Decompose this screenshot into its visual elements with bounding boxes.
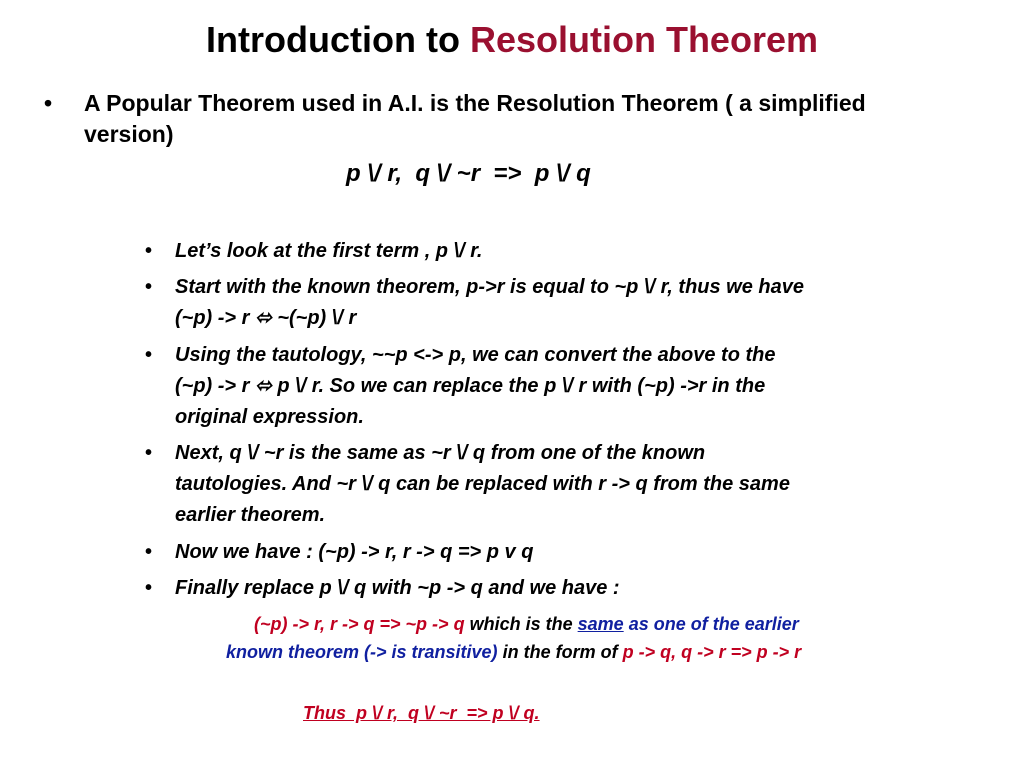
bullet-icon: • bbox=[145, 577, 153, 599]
conclusion-expression: (~p) -> r, r -> q => ~p -> q bbox=[254, 614, 465, 634]
slide-title bbox=[0, 18, 1024, 62]
conclusion-same: same bbox=[577, 614, 624, 634]
main-bullet-text: A Popular Theorem used in A.I. is the Resolution Theorem ( a simplified version) bbox=[84, 90, 866, 147]
bullet-icon: • bbox=[145, 442, 153, 464]
thus-statement: Thus p \/ r, q \/ ~r => p \/ q. bbox=[303, 703, 540, 723]
conclusion bbox=[226, 610, 1016, 666]
conclusion-text: which is the bbox=[469, 614, 573, 634]
conclusion-expression: p -> q, q -> r => p -> r bbox=[622, 642, 802, 662]
resolution-formula: p \/ r, q \/ ~r => p \/ q bbox=[346, 160, 591, 187]
title-prefix: Introduction to bbox=[206, 19, 460, 60]
bullet-icon: • bbox=[145, 276, 153, 298]
conclusion-text: as one of the earlier bbox=[628, 614, 799, 634]
sub-bullet-text: Using the tautology, ~~p <-> p, we can convert the above to the (~p) -> r ⬄ p \/ r. So we can replace the p \/ r with (~p) ->r in the original expression. bbox=[175, 344, 776, 428]
title-highlight: Resolution Theorem bbox=[469, 19, 818, 60]
sub-bullet-text: Let’s look at the first term , p \/ r. bbox=[175, 240, 483, 262]
bullet-icon: • bbox=[44, 90, 53, 116]
conclusion-text: in the form of bbox=[502, 642, 618, 662]
bullet-icon: • bbox=[145, 240, 153, 262]
sub-bullet-text: Start with the known theorem, p->r is equal to ~p \/ r, thus we have (~p) -> r ⬄ ~(~p) \/ r bbox=[175, 276, 805, 329]
sub-bullet-text: Now we have : (~p) -> r, r -> q => p v q bbox=[175, 541, 534, 563]
conclusion-text: known theorem (-> is transitive) bbox=[226, 642, 498, 662]
sub-bullet-text: Finally replace p \/ q with ~p -> q and we have : bbox=[175, 577, 620, 599]
bullet-icon: • bbox=[145, 344, 153, 366]
bullet-icon: • bbox=[145, 541, 153, 563]
sub-bullet-text: Next, q \/ ~r is the same as ~r \/ q from one of the known tautologies. And ~r \/ q can be replaced with r -> q from the same earlier theorem. bbox=[175, 442, 790, 526]
